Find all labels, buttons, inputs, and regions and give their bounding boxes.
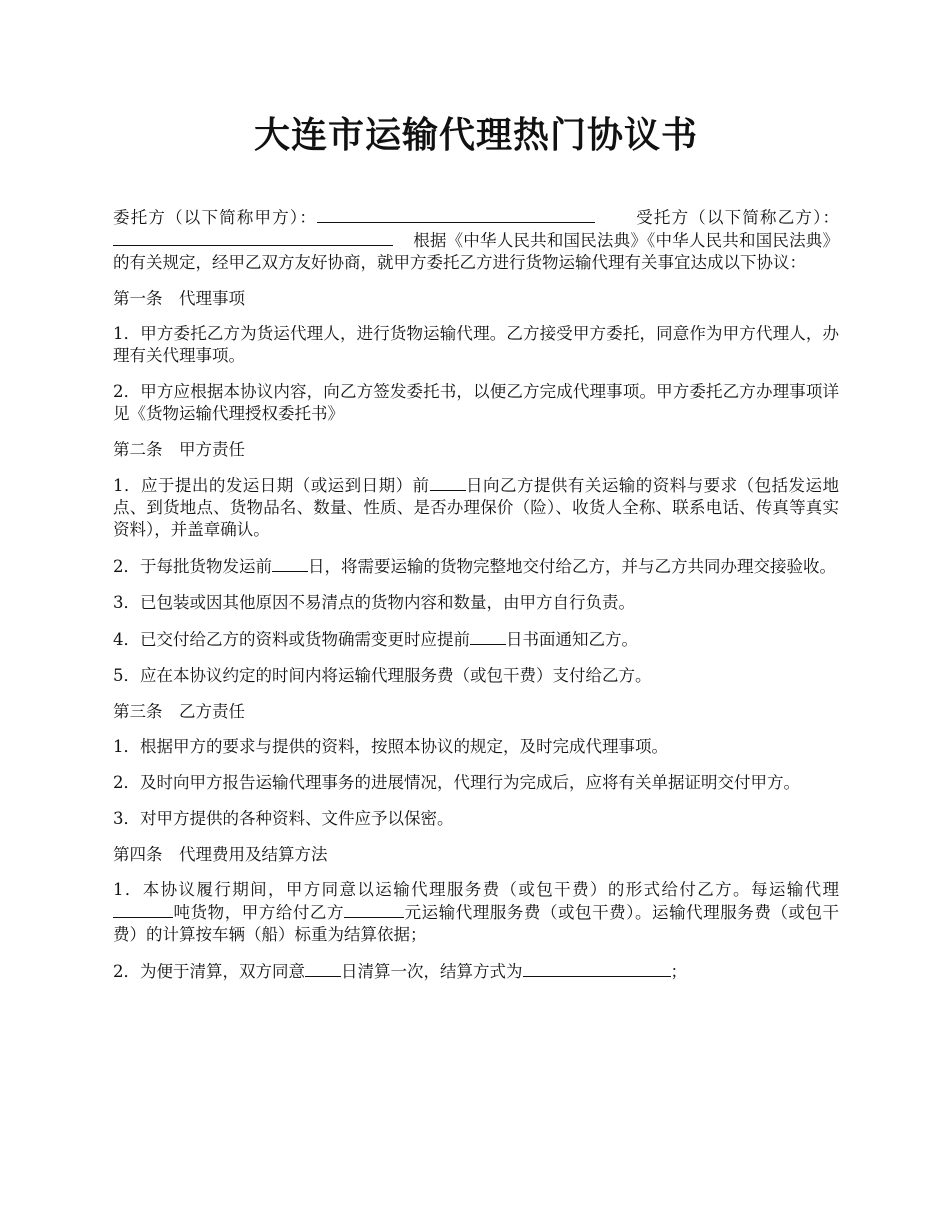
tonnage-blank [113, 901, 173, 918]
article2-clause4 [113, 628, 839, 651]
article4-heading: 第四条 代理费用及结算方法 [113, 845, 328, 864]
article4-clause2-text-b: 日清算一次，结算方式为 [341, 962, 523, 981]
article1-clause1: 1．甲方委托乙方为货运代理人，进行货物运输代理。乙方接受甲方委托，同意作为甲方代理人，办理有关代理事项。 [113, 324, 839, 365]
article4-clause1-text-a: 1．本协议履行期间，甲方同意以运输代理服务费（或包干费）的形式给付乙方。每运输代理 [113, 880, 839, 899]
article2-clause3: 3．已包装或因其他原因不易清点的货物内容和数量，由甲方自行负责。 [113, 593, 635, 612]
article4-clause1-text-b: 吨货物，甲方给付乙方 [173, 903, 345, 922]
article4-clause2-text-c: ； [670, 962, 687, 981]
article3-heading: 第三条 乙方责任 [113, 702, 245, 721]
client-name-blank [317, 206, 595, 223]
article4-clause1 [113, 879, 839, 946]
days-blank [430, 474, 466, 491]
days-blank [470, 628, 506, 645]
article3-clause3: 3．对甲方提供的各种资料、文件应予以保密。 [113, 809, 454, 828]
article2-clause1-text-a: 1．应于提出的发运日期（或运到日期）前 [113, 476, 430, 495]
document-page [113, 112, 839, 997]
article2-clause2 [113, 555, 839, 578]
article2-heading: 第二条 甲方责任 [113, 440, 245, 459]
intro-text: 根据《中华人民共和国民法典》《中华人民共和国民法典》的有关规定，经甲乙双方友好协商，就甲方委托乙方进行货物运输代理有关事宜达成以下协议： [113, 231, 839, 272]
article4-clause2 [113, 960, 839, 983]
days-blank [305, 960, 341, 977]
settlement-method-blank [523, 960, 671, 977]
article2-clause1 [113, 474, 839, 541]
article1-heading: 第一条 代理事项 [113, 289, 245, 308]
agent-name-blank [113, 229, 393, 246]
intro-paragraph [113, 206, 839, 274]
article1-clause2: 2．甲方应根据本协议内容，向乙方签发委托书，以便乙方完成代理事项。甲方委托乙方办理事项详见《货物运输代理授权委托书》 [113, 382, 839, 423]
article2-clause1-text-b: 日向乙方提供有关运输的资料与要求（包括发运地点、到货地点、货物品名、数量、性质、是否办理保价（险）、收货人全称、联系电话、传真等真实资料），并盖章确认。 [113, 476, 840, 539]
article2-clause5: 5．应在本协议约定的时间内将运输代理服务费（或包干费）支付给乙方。 [113, 666, 652, 685]
agent-label: 受托方（以下简称乙方）： [635, 208, 839, 227]
article4-clause1-text-c: 元运输代理服务费（或包干费）。运输代理服务费（或包干费）的计算按车辆（船）标重为结算依据； [113, 903, 840, 944]
client-label: 委托方（以下简称甲方）： [113, 208, 317, 227]
article3-clause2: 2．及时向甲方报告运输代理事务的进展情况，代理行为完成后，应将有关单据证明交付甲方。 [113, 773, 800, 792]
article2-clause4-text-b: 日书面通知乙方。 [506, 630, 638, 649]
fee-blank [344, 901, 404, 918]
article4-clause2-text-a: 2．为便于清算，双方同意 [113, 962, 305, 981]
document-title: 大连市运输代理热门协议书 [253, 115, 698, 156]
article2-clause4-text-a: 4．已交付给乙方的资料或货物确需变更时应提前 [113, 630, 470, 649]
days-blank [272, 555, 308, 572]
article3-clause1: 1．根据甲方的要求与提供的资料，按照本协议的规定，及时完成代理事项。 [113, 737, 668, 756]
article2-clause2-text-a: 2．于每批货物发运前 [113, 557, 272, 576]
article2-clause2-text-b: 日，将需要运输的货物完整地交付给乙方，并与乙方共同办理交接验收。 [308, 557, 836, 576]
